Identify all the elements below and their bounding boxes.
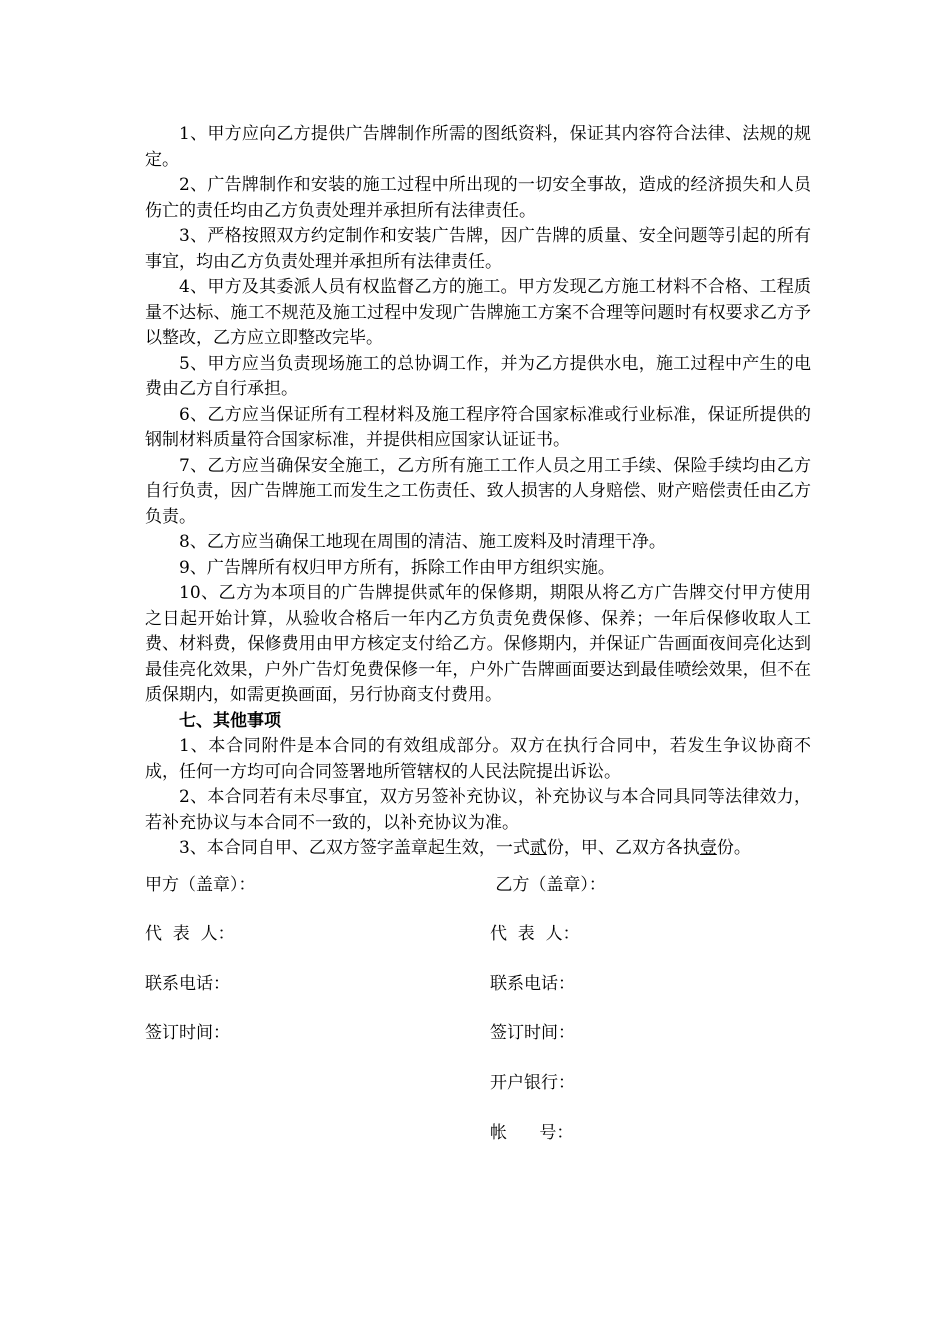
other-item-3-text-b: 份，甲、乙双方各执 xyxy=(546,838,700,858)
clause-10: 10、乙方为本项目的广告牌提供贰年的保修期，期限从将乙方广告牌交付甲方使用之日起开始计算，从验收合格后一年内乙方负责免费保修、保养；一年后保修收取人工费、材料费，保修费用由甲方核定支付给乙方。保修期内，并保证广告画面夜间亮化达到最佳亮化效果，户外广告灯免费保修一年，户外广告牌画面要达到最佳喷绘效果，但不在质保期内，如需更换画面，另行协商支付费用。 xyxy=(145,583,811,705)
clause-1: 1、甲方应向乙方提供广告牌制作所需的图纸资料，保证其内容符合法律、法规的规定。 xyxy=(145,124,811,170)
clause-5: 5、甲方应当负责现场施工的总协调工作，并为乙方提供水电，施工过程中产生的电费由乙方自行承担。 xyxy=(145,353,811,399)
clause-2: 2、广告牌制作和安装的施工过程中所出现的一切安全事故，造成的经济损失和人员伤亡的责任均由乙方负责处理并承担所有法律责任。 xyxy=(145,175,811,221)
other-item-1: 1、本合同附件是本合同的有效组成部分。双方在执行合同中，若发生争议协商不成，任何一方均可向合同签署地所管辖权的人民法院提出诉讼。 xyxy=(145,736,811,782)
party-a-representative-label: 代 表 人： xyxy=(145,924,235,944)
copies-count: 贰 xyxy=(529,838,547,858)
party-a-phone-label: 联系电话： xyxy=(145,974,230,994)
other-item-3-text-c: 份。 xyxy=(716,838,751,858)
party-b-seal-label: 乙方（盖章）： xyxy=(490,875,606,895)
clause-7: 7、乙方应当确保安全施工，乙方所有施工工作人员之用工手续、保险手续均由乙方自行负责，因广告牌施工而发生之工伤责任、致人损害的人身赔偿、财产赔偿责任由乙方负责。 xyxy=(145,455,811,527)
clause-8: 8、乙方应当确保工地现在周围的清洁、施工废料及时清理干净。 xyxy=(179,532,666,552)
section-7-heading: 七、其他事项 xyxy=(179,710,281,731)
other-item-2: 2、本合同若有未尽事宜，双方另签补充协议，补充协议与本合同具同等法律效力，若补充协议与本合同不一致的，以补充协议为准。 xyxy=(145,787,811,833)
clause-9: 9、广告牌所有权归甲方所有，拆除工作由甲方组织实施。 xyxy=(179,557,615,578)
other-item-3-text-a: 3、本合同自甲、乙双方签字盖章起生效，一式 xyxy=(179,838,530,858)
clause-3: 3、严格按照双方约定制作和安装广告牌，因广告牌的质量、安全问题等引起的所有事宜，均由乙方负责处理并承担所有法律责任。 xyxy=(145,226,811,272)
party-b-phone-label: 联系电话： xyxy=(490,974,575,994)
party-a-date-label: 签订时间： xyxy=(145,1023,230,1043)
party-b-bank-label: 开户银行： xyxy=(490,1073,575,1093)
clause-4: 4、甲方及其委派人员有权监督乙方的施工。甲方发现乙方施工材料不合格、工程质量不达标、施工不规范及施工过程中发现广告牌施工方案不合理等问题时有权要求乙方予以整改，乙方应立即整改完毕。 xyxy=(145,277,811,348)
clause-6: 6、乙方应当保证所有工程材料及施工程序符合国家标准或行业标准，保证所提供的钢制材料质量符合国家标准，并提供相应国家认证证书。 xyxy=(145,404,811,450)
party-b-account-label: 帐 号： xyxy=(490,1123,574,1143)
party-b-date-label: 签订时间： xyxy=(490,1023,575,1043)
party-b-representative-label: 代 表 人： xyxy=(490,924,580,944)
other-item-3 xyxy=(145,836,811,862)
contract-body xyxy=(145,122,811,862)
copies-each: 壹 xyxy=(699,838,717,858)
party-a-seal-label: 甲方（盖章）： xyxy=(145,875,256,895)
